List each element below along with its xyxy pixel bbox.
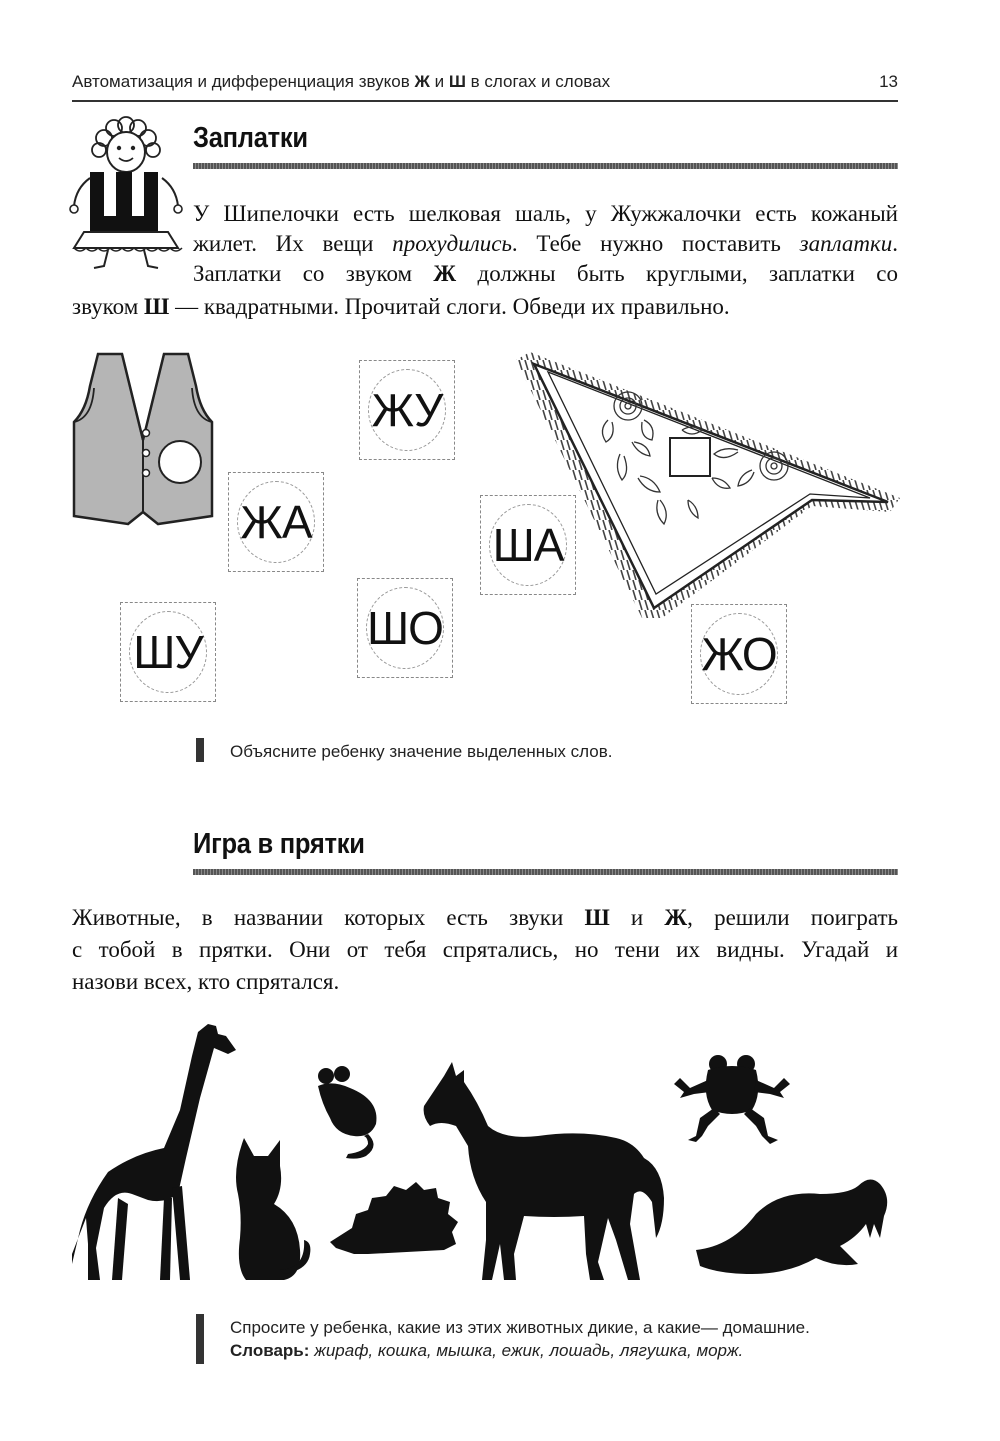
paragraph2-line-1: Животные, в названии которых есть звуки Ш и Ж, решили поиграть: [72, 905, 898, 930]
mouse-silhouette: [318, 1066, 376, 1159]
title-rule: [193, 163, 898, 169]
syllable-patch-sha[interactable]: ША: [480, 495, 576, 595]
paragraph-line-1: У Шипелочки есть шелковая шаль, у Жужжалочки есть кожаный: [193, 201, 898, 226]
paragraph2-line-3: назови всех, кто спрятался.: [72, 969, 340, 994]
section-title-patches: Заплатки: [193, 122, 308, 154]
frog-silhouette: [674, 1055, 790, 1144]
note-marker: [196, 738, 204, 762]
cat-silhouette: [236, 1138, 310, 1294]
animal-silhouettes: [68, 1018, 900, 1294]
header-rule: [72, 100, 898, 102]
paragraph-line-4: звуком Ш — квадратными. Прочитай слоги. Обведи их правильно.: [72, 294, 730, 319]
syllable-patch-zho[interactable]: ЖО: [691, 604, 787, 704]
mascot-shipelochka: [66, 116, 188, 274]
syllable-patch-sho[interactable]: ШО: [357, 578, 453, 678]
teacher-note-2: Спросите у ребенка, какие из этих животных дикие, а какие— домашние.: [230, 1318, 810, 1337]
title-rule: [193, 869, 898, 875]
syllable-patch-shu[interactable]: ШУ: [120, 602, 216, 702]
running-header: [72, 72, 898, 92]
running-header-title: Автоматизация и дифференциация звуков Ж и Ш в слогах и словах: [72, 72, 611, 91]
syllable-patch-zha[interactable]: ЖА: [228, 472, 324, 572]
horse-silhouette: [424, 1062, 664, 1280]
note-marker: [196, 1314, 204, 1364]
vest-illustration: [70, 348, 216, 528]
syllable-patch-zhu[interactable]: ЖУ: [359, 360, 455, 460]
page-number: 13: [879, 72, 898, 91]
paragraph-line-3: Заплатки со звуком Ж должны быть круглыми, заплатки со: [193, 261, 898, 286]
vocabulary-line: Словарь: жираф, кошка, мышка, ежик, лошадь, лягушка, морж.: [230, 1341, 744, 1360]
section-title-hide-and-seek: Игра в прятки: [193, 828, 365, 860]
teacher-note-1: Объясните ребенку значение выделенных слов.: [230, 742, 613, 761]
walrus-silhouette: [696, 1179, 887, 1274]
paragraph2-line-2: с тобой в прятки. Они от тебя спрятались, но тени их видны. Угадай и: [72, 937, 898, 962]
paragraph-line-2: жилет. Их вещи прохудились. Тебе нужно поставить заплатки.: [193, 231, 898, 256]
giraffe-silhouette: [72, 1024, 236, 1280]
hedgehog-silhouette: [330, 1182, 458, 1254]
